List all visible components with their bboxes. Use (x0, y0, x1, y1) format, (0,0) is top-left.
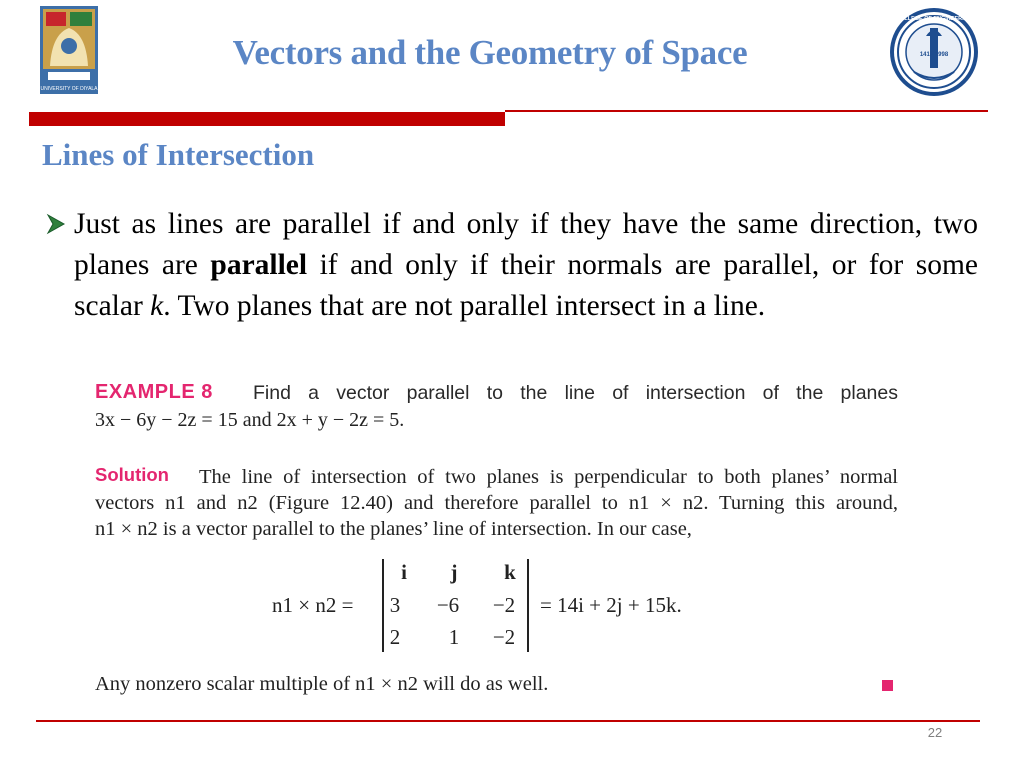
solution-line-3: n1 × n2 is a vector parallel to the planes’ line of intersection. In our case, (95, 518, 692, 540)
solution-line-1: The line of intersection of two planes is perpendicular to both planes’ normal (199, 466, 898, 488)
example-prompt: Find a vector parallel to the line of intersection of the planes (253, 382, 898, 404)
college-logo-years: 1419 1998 (919, 52, 949, 58)
bullet-text-variable: k (150, 290, 164, 322)
bullet-text-part2: if and only if their normals are parallel, or for some scalar (74, 249, 978, 322)
determinant-cell: k (504, 560, 516, 584)
cross-product-determinant (272, 559, 732, 652)
determinant-cell: −2 (492, 593, 516, 617)
solution-line-2: vectors n1 and n2 (Figure 12.40) and therefore parallel to n1 × n2. Turning this around, (95, 492, 898, 514)
determinant-cell: 3 (389, 593, 401, 617)
bullet-text (74, 204, 978, 327)
solution-text (95, 464, 898, 542)
determinant-cell: 1 (448, 625, 460, 649)
determinant-cell: i (401, 560, 407, 584)
section-heading: Lines of Intersection (42, 137, 315, 172)
bullet-point (44, 204, 978, 327)
slide-title: Vectors and the Geometry of Space (232, 33, 748, 72)
determinant-cell: 2 (389, 625, 401, 649)
page-number: 22 (927, 725, 943, 740)
bullet-text-part1: Just as lines are parallel if and only if they have the same direction, two planes are (74, 208, 978, 281)
determinant-cell: −6 (436, 593, 460, 617)
header-rule-thick (29, 112, 505, 126)
university-logo-caption: UNIVERSITY OF DIYALA (40, 86, 98, 92)
header-rule-thin (505, 110, 988, 112)
example-label: EXAMPLE 8 (95, 381, 213, 403)
bullet-text-bold: parallel (210, 249, 308, 281)
determinant-lhs: n1 × n2 = (272, 593, 354, 617)
determinant-cell: −2 (492, 625, 516, 649)
college-logo (886, 6, 982, 98)
footer-rule (36, 720, 980, 722)
determinant-result: = 14i + 2j + 15k. (540, 593, 682, 617)
bullet-text-part3: . Two planes that are not parallel intersect in a line. (163, 290, 766, 322)
college-logo-caption: COLLEGE OF ENGINEERING (896, 16, 972, 22)
solution-label: Solution (95, 464, 169, 485)
example-equations: 3x − 6y − 2z = 15 and 2x + y − 2z = 5. (95, 409, 405, 431)
determinant-cell: j (450, 560, 458, 584)
end-of-proof-square-icon (882, 680, 893, 691)
arrow-bullet-icon (44, 212, 68, 236)
example-conclusion: Any nonzero scalar multiple of n1 × n2 will do as well. (95, 673, 549, 695)
